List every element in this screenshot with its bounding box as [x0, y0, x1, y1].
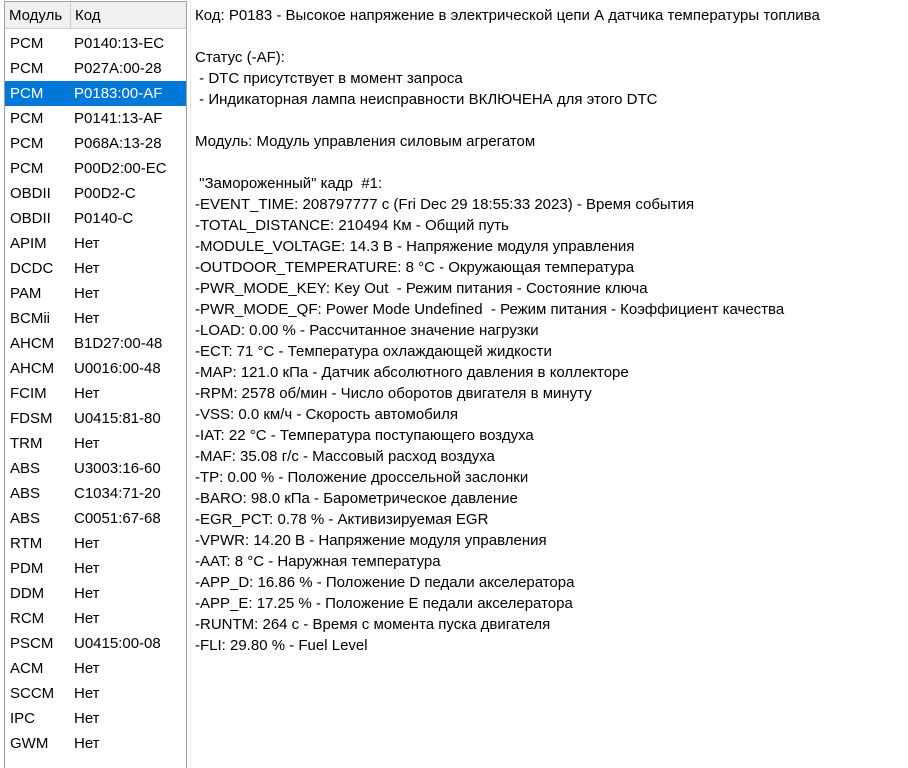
details-line: -VPWR: 14.20 В - Напряжение модуля управления	[195, 532, 547, 549]
details-line: Код: P0183 - Высокое напряжение в электрической цепи А датчика температуры топлива	[195, 7, 820, 24]
details-line: -VSS: 0.0 км/ч - Скорость автомобиля	[195, 406, 459, 423]
list-row-selected[interactable]	[5, 81, 186, 106]
row-module: PCM	[10, 160, 44, 177]
details-line: -MAF: 35.08 г/с - Массовый расход воздуха	[195, 448, 495, 465]
details-line: -TOTAL_DISTANCE: 210494 Км - Общий путь	[195, 217, 509, 234]
details-line: -MODULE_VOLTAGE: 14.3 В - Напряжение модуля управления	[195, 238, 635, 255]
row-code: Нет	[74, 285, 100, 302]
row-code: B1D27:00-48	[74, 335, 163, 352]
row-module: PAM	[10, 285, 42, 302]
row-module: APIM	[10, 235, 47, 252]
row-code: P0141:13-AF	[74, 110, 163, 127]
details-line: -PWR_MODE_KEY: Key Out - Режим питания - Состояние ключа	[195, 280, 648, 297]
list-row[interactable]	[5, 256, 186, 281]
row-module: ABS	[10, 485, 41, 502]
details-line: -IAT: 22 °C - Температура поступающего воздуха	[195, 427, 534, 444]
row-code: P068A:13-28	[74, 135, 162, 152]
row-code: Нет	[74, 535, 100, 552]
row-code: P027A:00-28	[74, 60, 162, 77]
details-line: -AAT: 8 °C - Наружная температура	[195, 553, 441, 570]
list-row[interactable]	[5, 406, 186, 431]
row-code: Нет	[74, 660, 100, 677]
row-code: P0140:13-EC	[74, 35, 165, 52]
details-line: Модуль: Модуль управления силовым агрегатом	[195, 133, 536, 150]
list-row[interactable]	[5, 56, 186, 81]
row-module: IPC	[10, 710, 36, 727]
row-module: PSCM	[10, 635, 54, 652]
column-header-module[interactable]: Модуль	[5, 2, 71, 28]
list-row[interactable]	[5, 581, 186, 606]
details-line: -PWR_MODE_QF: Power Mode Undefined - Режим питания - Коэффициент качества	[195, 301, 785, 318]
list-row[interactable]	[5, 456, 186, 481]
list-header	[5, 2, 186, 29]
list-row[interactable]	[5, 681, 186, 706]
list-row[interactable]	[5, 606, 186, 631]
row-module: PCM	[10, 85, 44, 102]
row-code: U0016:00-48	[74, 360, 161, 377]
list-row[interactable]	[5, 306, 186, 331]
list-row[interactable]	[5, 506, 186, 531]
list-row[interactable]	[5, 181, 186, 206]
row-code: Нет	[74, 310, 100, 327]
list-row[interactable]	[5, 131, 186, 156]
row-code: C1034:71-20	[74, 485, 161, 502]
details-line: -ECT: 71 °C - Температура охлаждающей жидкости	[195, 343, 552, 360]
row-code: Нет	[74, 260, 100, 277]
row-code: P00D2-C	[74, 185, 136, 202]
panel-divider[interactable]	[190, 0, 191, 768]
row-module: PCM	[10, 60, 44, 77]
dtc-details-text	[195, 5, 905, 656]
row-code: Нет	[74, 610, 100, 627]
list-row[interactable]	[5, 656, 186, 681]
details-line: -BARO: 98.0 кПа - Барометрическое давление	[195, 490, 518, 507]
list-row[interactable]	[5, 31, 186, 56]
row-module: OBDII	[10, 210, 51, 227]
list-row[interactable]	[5, 106, 186, 131]
row-code: Нет	[74, 560, 100, 577]
row-module: ABS	[10, 460, 41, 477]
list-row[interactable]	[5, 356, 186, 381]
dtc-list[interactable]	[4, 1, 187, 768]
list-row[interactable]	[5, 231, 186, 256]
row-code: Нет	[74, 385, 100, 402]
details-line: - DTC присутствует в момент запроса	[195, 70, 463, 87]
details-line: -FLI: 29.80 % - Fuel Level	[195, 637, 368, 654]
details-line: -OUTDOOR_TEMPERATURE: 8 °C - Окружающая температура	[195, 259, 635, 276]
row-module: PDM	[10, 560, 44, 577]
row-module: ACM	[10, 660, 44, 677]
row-code: U0415:81-80	[74, 410, 161, 427]
list-row[interactable]	[5, 206, 186, 231]
row-code: C0051:67-68	[74, 510, 161, 527]
list-row[interactable]	[5, 706, 186, 731]
row-module: RCM	[10, 610, 45, 627]
details-line	[195, 152, 905, 173]
row-module: FDSM	[10, 410, 53, 427]
list-row[interactable]	[5, 531, 186, 556]
details-line: "Замороженный" кадр #1:	[195, 175, 383, 192]
row-module: GWM	[10, 735, 49, 752]
list-row[interactable]	[5, 331, 186, 356]
row-module: DCDC	[10, 260, 54, 277]
row-module: AHCM	[10, 335, 55, 352]
list-row[interactable]	[5, 556, 186, 581]
details-line: -EVENT_TIME: 208797777 с (Fri Dec 29 18:55:33 2023) - Время события	[195, 196, 695, 213]
row-module: DDM	[10, 585, 45, 602]
details-line: Статус (-AF):	[195, 49, 285, 66]
list-row[interactable]	[5, 281, 186, 306]
list-row[interactable]	[5, 731, 186, 756]
list-row[interactable]	[5, 156, 186, 181]
row-module: OBDII	[10, 185, 51, 202]
row-module: FCIM	[10, 385, 47, 402]
row-module: RTM	[10, 535, 43, 552]
details-line: -MAP: 121.0 кПа - Датчик абсолютного давления в коллекторе	[195, 364, 629, 381]
row-code: Нет	[74, 435, 100, 452]
row-code: Нет	[74, 710, 100, 727]
details-line	[195, 110, 905, 131]
row-module: AHCM	[10, 360, 55, 377]
row-code: P00D2:00-EC	[74, 160, 167, 177]
details-line	[195, 26, 905, 47]
details-line: -TP: 0.00 % - Положение дроссельной заслонки	[195, 469, 529, 486]
row-code: Нет	[74, 585, 100, 602]
row-code: Нет	[74, 735, 100, 752]
row-module: BCMii	[10, 310, 50, 327]
list-row[interactable]	[5, 481, 186, 506]
details-line: -APP_D: 16.86 % - Положение D педали акселератора	[195, 574, 575, 591]
row-code: P0140-C	[74, 210, 134, 227]
row-code: Нет	[74, 685, 100, 702]
details-line: -RPM: 2578 об/мин - Число оборотов двигателя в минуту	[195, 385, 592, 402]
details-line: -EGR_PCT: 0.78 % - Активизируемая EGR	[195, 511, 489, 528]
list-row[interactable]	[5, 631, 186, 656]
row-module: SCCM	[10, 685, 55, 702]
row-code: Нет	[74, 235, 100, 252]
list-row[interactable]	[5, 381, 186, 406]
row-code: U3003:16-60	[74, 460, 161, 477]
details-line: -APP_E: 17.25 % - Положение E педали акселератора	[195, 595, 573, 612]
details-line: -LOAD: 0.00 % - Рассчитанное значение нагрузки	[195, 322, 539, 339]
details-line: -RUNTM: 264 с - Время с момента пуска двигателя	[195, 616, 551, 633]
row-module: TRM	[10, 435, 43, 452]
row-module: ABS	[10, 510, 41, 527]
row-code: U0415:00-08	[74, 635, 161, 652]
row-code: P0183:00-AF	[74, 85, 163, 102]
details-line: - Индикаторная лампа неисправности ВКЛЮЧЕНА для этого DTC	[195, 91, 658, 108]
list-rows	[5, 29, 186, 756]
row-module: PCM	[10, 110, 44, 127]
column-header-code[interactable]: Код	[75, 6, 101, 24]
row-module: PCM	[10, 135, 44, 152]
list-row[interactable]	[5, 431, 186, 456]
row-module: PCM	[10, 35, 44, 52]
